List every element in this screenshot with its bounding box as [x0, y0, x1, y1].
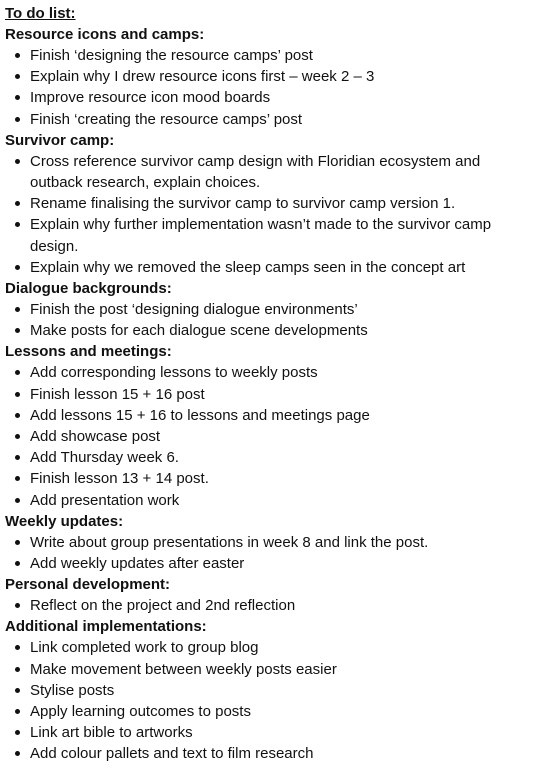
bullet-icon	[15, 392, 20, 397]
task-item	[5, 637, 531, 658]
section-container	[5, 24, 531, 765]
bullet-icon	[15, 95, 20, 100]
task-text: Stylise posts	[30, 681, 115, 699]
section-heading: Additional implementations:	[5, 618, 207, 636]
bullet-icon	[15, 265, 20, 270]
task-text: Finish lesson 13 + 14 post.	[30, 470, 209, 488]
bullet-icon	[15, 667, 20, 672]
bullet-icon	[15, 603, 20, 608]
section-heading: Dialogue backgrounds:	[5, 280, 172, 298]
task-text: Add Thursday week 6.	[30, 449, 179, 467]
task-text: Finish ‘designing the resource camps’ post	[30, 47, 313, 64]
bullet-icon	[15, 74, 20, 79]
task-item	[5, 595, 531, 616]
task-list	[5, 532, 531, 574]
section-heading: Lessons and meetings:	[5, 343, 172, 361]
task-item	[5, 447, 531, 468]
section-heading: Survivor camp:	[5, 131, 115, 149]
task-text: Link completed work to group blog	[30, 639, 259, 657]
task-item	[5, 680, 531, 701]
task-list	[5, 595, 531, 616]
task-text: Apply learning outcomes to posts	[30, 703, 251, 721]
task-item	[5, 87, 531, 108]
bullet-icon	[15, 370, 20, 375]
task-text: Rename finalising the survivor camp to survivor camp version 1.	[30, 195, 456, 213]
section-heading: Weekly updates:	[5, 512, 124, 530]
bullet-icon	[15, 222, 20, 227]
task-text: Finish the post ‘designing dialogue environments’	[30, 301, 358, 319]
bullet-icon	[15, 730, 20, 735]
task-list	[5, 637, 531, 764]
bullet-icon	[15, 159, 20, 164]
bullet-icon	[15, 645, 20, 650]
task-item	[5, 320, 531, 341]
task-text: Make movement between weekly posts easier	[30, 660, 337, 678]
task-item	[5, 384, 531, 405]
bullet-icon	[15, 413, 20, 418]
task-text: Finish lesson 15 + 16 post	[30, 385, 205, 403]
task-text: Explain why we removed the sleep camps seen in the concept art	[30, 258, 466, 276]
task-text: Add lessons 15 + 16 to lessons and meetings page	[30, 406, 370, 424]
task-item	[5, 109, 531, 130]
task-item	[5, 743, 531, 764]
bullet-icon	[15, 328, 20, 333]
bullet-icon	[15, 476, 20, 481]
task-list	[5, 151, 531, 278]
task-item	[5, 193, 531, 214]
task-item	[5, 214, 531, 256]
task-list	[5, 299, 531, 341]
task-item	[5, 701, 531, 722]
bullet-icon	[15, 540, 20, 545]
bullet-icon	[15, 117, 20, 122]
task-text: Write about group presentations in week 8 and link the post.	[30, 533, 429, 551]
bullet-icon	[15, 709, 20, 714]
bullet-icon	[15, 53, 20, 58]
section-heading: Resource icons and camps:	[5, 26, 205, 43]
task-item	[5, 405, 531, 426]
bullet-icon	[15, 561, 20, 566]
task-text: Add showcase post	[30, 428, 161, 446]
task-list	[5, 362, 531, 510]
task-text: Make posts for each dialogue scene developments	[30, 322, 368, 340]
bullet-icon	[15, 498, 20, 503]
task-text: Improve resource icon mood boards	[30, 89, 271, 107]
task-text: Add colour pallets and text to film research	[30, 745, 314, 763]
task-item	[5, 722, 531, 743]
task-item	[5, 362, 531, 383]
task-item	[5, 66, 531, 87]
task-item	[5, 257, 531, 278]
task-item	[5, 490, 531, 511]
task-text: Explain why further implementation wasn’t made to the survivor camp design.	[30, 216, 492, 255]
task-text: Add presentation work	[30, 491, 180, 509]
task-text: Reflect on the project and 2nd reflection	[30, 597, 296, 615]
bullet-icon	[15, 307, 20, 312]
task-item	[5, 299, 531, 320]
bullet-icon	[15, 434, 20, 439]
bullet-icon	[15, 201, 20, 206]
task-item	[5, 468, 531, 489]
task-text: Explain why I drew resource icons first – week 2 – 3	[30, 68, 375, 86]
bullet-icon	[15, 688, 20, 693]
task-text: Finish ‘creating the resource camps’ post	[30, 110, 303, 128]
task-item	[5, 553, 531, 574]
task-text: Cross reference survivor camp design with Floridian ecosystem and outback research, explain choices.	[30, 152, 481, 192]
task-item	[5, 426, 531, 447]
task-list	[5, 45, 531, 130]
task-item	[5, 532, 531, 553]
section-heading: Personal development:	[5, 576, 171, 594]
bullet-icon	[15, 455, 20, 460]
task-text: Link art bible to artworks	[30, 724, 193, 742]
task-item	[5, 45, 531, 66]
document-title: To do list:	[5, 5, 76, 22]
bullet-icon	[15, 751, 20, 756]
task-text: Add weekly updates after easter	[30, 555, 245, 573]
task-text: Add corresponding lessons to weekly posts	[30, 364, 318, 382]
task-item	[5, 659, 531, 680]
task-item	[5, 151, 531, 193]
